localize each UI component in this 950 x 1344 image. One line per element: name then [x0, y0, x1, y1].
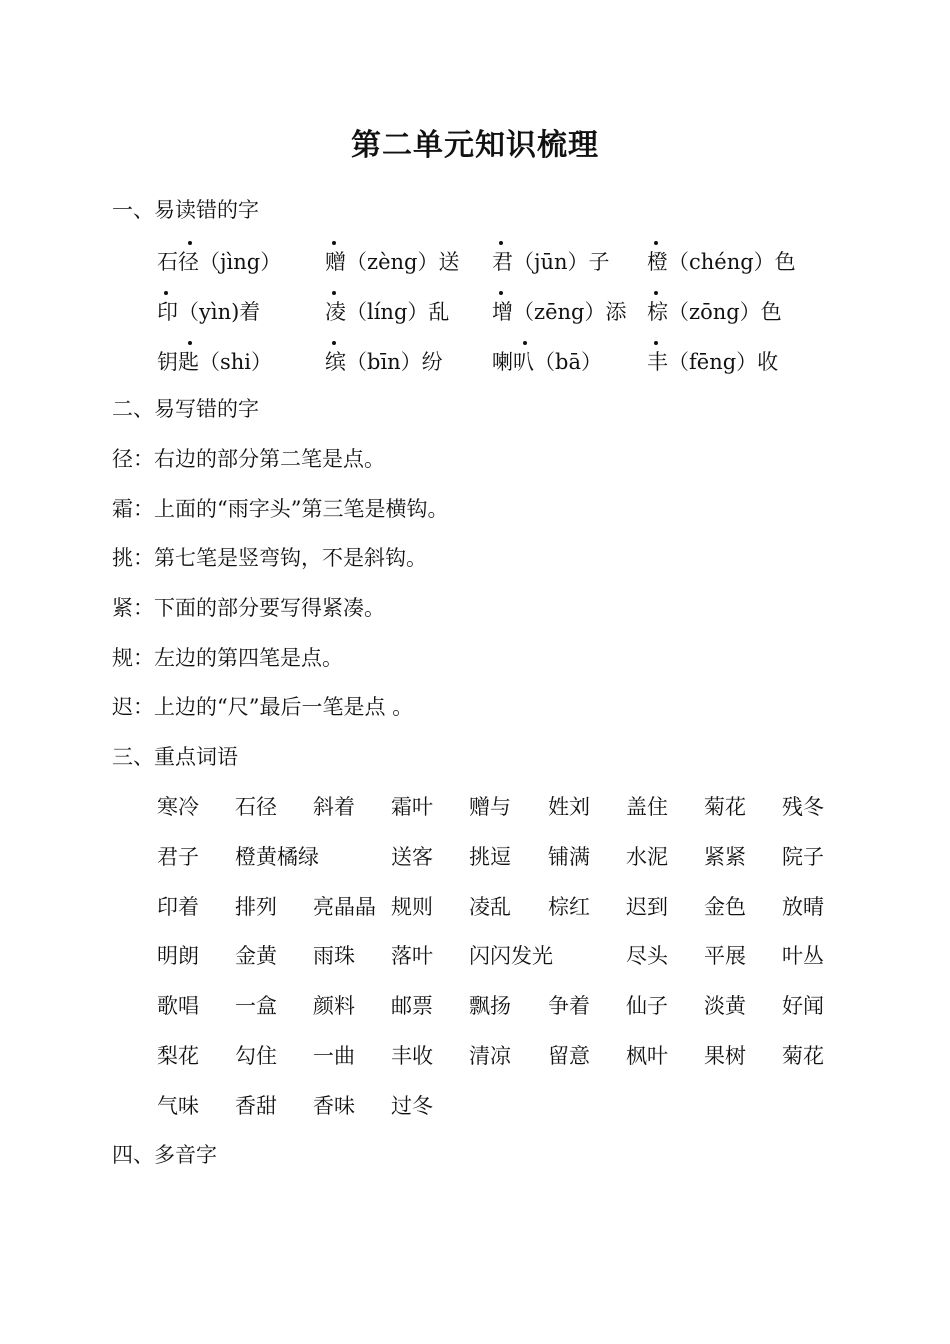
- key-word: 印着: [157, 895, 199, 919]
- key-word: 凌乱: [469, 895, 511, 919]
- emphasis-dot: [654, 341, 658, 345]
- misread-item: 喇叭（bā）: [492, 350, 602, 374]
- key-word: 果树: [704, 1044, 746, 1068]
- key-word: 残冬: [782, 795, 824, 819]
- key-word: 气味: [157, 1094, 199, 1118]
- emphasis-dot: [499, 291, 503, 295]
- key-word: 姓刘: [548, 795, 590, 819]
- key-word: 寒冷: [157, 795, 199, 819]
- section-heading-key-words: 三、重点词语: [112, 745, 238, 769]
- key-word: 送客: [391, 845, 433, 869]
- key-word: 雨珠: [313, 944, 355, 968]
- key-word: 规则: [391, 895, 433, 919]
- emphasis-dot: [332, 341, 336, 345]
- misread-item: 丰（fēng）收: [647, 350, 779, 374]
- key-word: 铺满: [548, 845, 590, 869]
- key-word: 淡黄: [704, 994, 746, 1018]
- key-word: 好闻: [782, 994, 824, 1018]
- key-word: 挑逗: [469, 845, 511, 869]
- key-word: 橙黄橘绿: [235, 845, 319, 869]
- key-word: 棕红: [548, 895, 590, 919]
- section-heading-polyphonic: 四、多音字: [112, 1143, 217, 1167]
- key-word: 颜料: [313, 994, 355, 1018]
- emphasis-dot: [188, 341, 192, 345]
- key-word: 飘扬: [469, 994, 511, 1018]
- emphasis-dot: [188, 241, 192, 245]
- key-word: 尽头: [626, 944, 668, 968]
- emphasis-dot: [499, 241, 503, 245]
- key-word: 歌唱: [157, 994, 199, 1018]
- section-heading-miswritten: 二、易写错的字: [112, 397, 259, 421]
- miswritten-item: 紧：下面的部分要写得紧凑。: [112, 596, 385, 620]
- section-heading-misread: 一、易读错的字: [112, 198, 259, 222]
- key-word: 君子: [157, 845, 199, 869]
- emphasis-dot: [332, 291, 336, 295]
- key-word: 盖住: [626, 795, 668, 819]
- key-word: 留意: [548, 1044, 590, 1068]
- miswritten-item: 径：右边的部分第二笔是点。: [112, 447, 385, 471]
- key-word: 香甜: [235, 1094, 277, 1118]
- misread-item: 增（zēng）添: [492, 300, 627, 324]
- misread-item: 凌（líng）乱: [325, 300, 450, 324]
- key-word: 邮票: [391, 994, 433, 1018]
- misread-item: 石径（jìng）: [157, 250, 282, 274]
- misread-item: 橙（chéng）色: [647, 250, 796, 274]
- emphasis-dot: [164, 291, 168, 295]
- miswritten-item: 规：左边的第四笔是点。: [112, 646, 343, 670]
- key-word: 枫叶: [626, 1044, 668, 1068]
- key-word: 过冬: [391, 1094, 433, 1118]
- emphasis-dot: [654, 291, 658, 295]
- key-word: 菊花: [782, 1044, 824, 1068]
- key-word: 排列: [235, 895, 277, 919]
- key-word: 金黄: [235, 944, 277, 968]
- key-word: 香味: [313, 1094, 355, 1118]
- emphasis-dot: [654, 241, 658, 245]
- key-word: 丰收: [391, 1044, 433, 1068]
- miswritten-item: 挑：第七笔是竖弯钩，不是斜钩。: [112, 546, 427, 570]
- key-word: 落叶: [391, 944, 433, 968]
- misread-item: 钥匙（shi）: [157, 350, 273, 374]
- key-word: 斜着: [313, 795, 355, 819]
- key-word: 石径: [235, 795, 277, 819]
- key-word: 迟到: [626, 895, 668, 919]
- emphasis-dot: [523, 341, 527, 345]
- key-word: 叶丛: [782, 944, 824, 968]
- key-word: 梨花: [157, 1044, 199, 1068]
- misread-item: 赠（zèng）送: [325, 250, 460, 274]
- key-word: 清凉: [469, 1044, 511, 1068]
- key-word: 闪闪发光: [469, 944, 553, 968]
- page-title: 第二单元知识梳理: [351, 128, 599, 163]
- misread-item: 棕（zōng）色: [647, 300, 782, 324]
- misread-item: 君（jūn）子: [492, 250, 610, 274]
- miswritten-item: 霜：上面的“雨字头”第三笔是横钩。: [112, 497, 449, 521]
- key-word: 放晴: [782, 895, 824, 919]
- misread-item: 缤（bīn）纷: [325, 350, 443, 374]
- misread-item: 印（yìn)着: [157, 300, 261, 324]
- key-word: 争着: [548, 994, 590, 1018]
- key-word: 明朗: [157, 944, 199, 968]
- key-word: 紧紧: [704, 845, 746, 869]
- key-word: 亮晶晶: [313, 895, 376, 919]
- key-word: 水泥: [626, 845, 668, 869]
- key-word: 菊花: [704, 795, 746, 819]
- key-word: 平展: [704, 944, 746, 968]
- key-word: 霜叶: [391, 795, 433, 819]
- key-word: 金色: [704, 895, 746, 919]
- key-word: 一曲: [313, 1044, 355, 1068]
- key-word: 一盒: [235, 994, 277, 1018]
- emphasis-dot: [332, 241, 336, 245]
- miswritten-item: 迟：上边的“尺”最后一笔是点 。: [112, 695, 414, 719]
- key-word: 院子: [782, 845, 824, 869]
- key-word: 仙子: [626, 994, 668, 1018]
- key-word: 赠与: [469, 795, 511, 819]
- key-word: 勾住: [235, 1044, 277, 1068]
